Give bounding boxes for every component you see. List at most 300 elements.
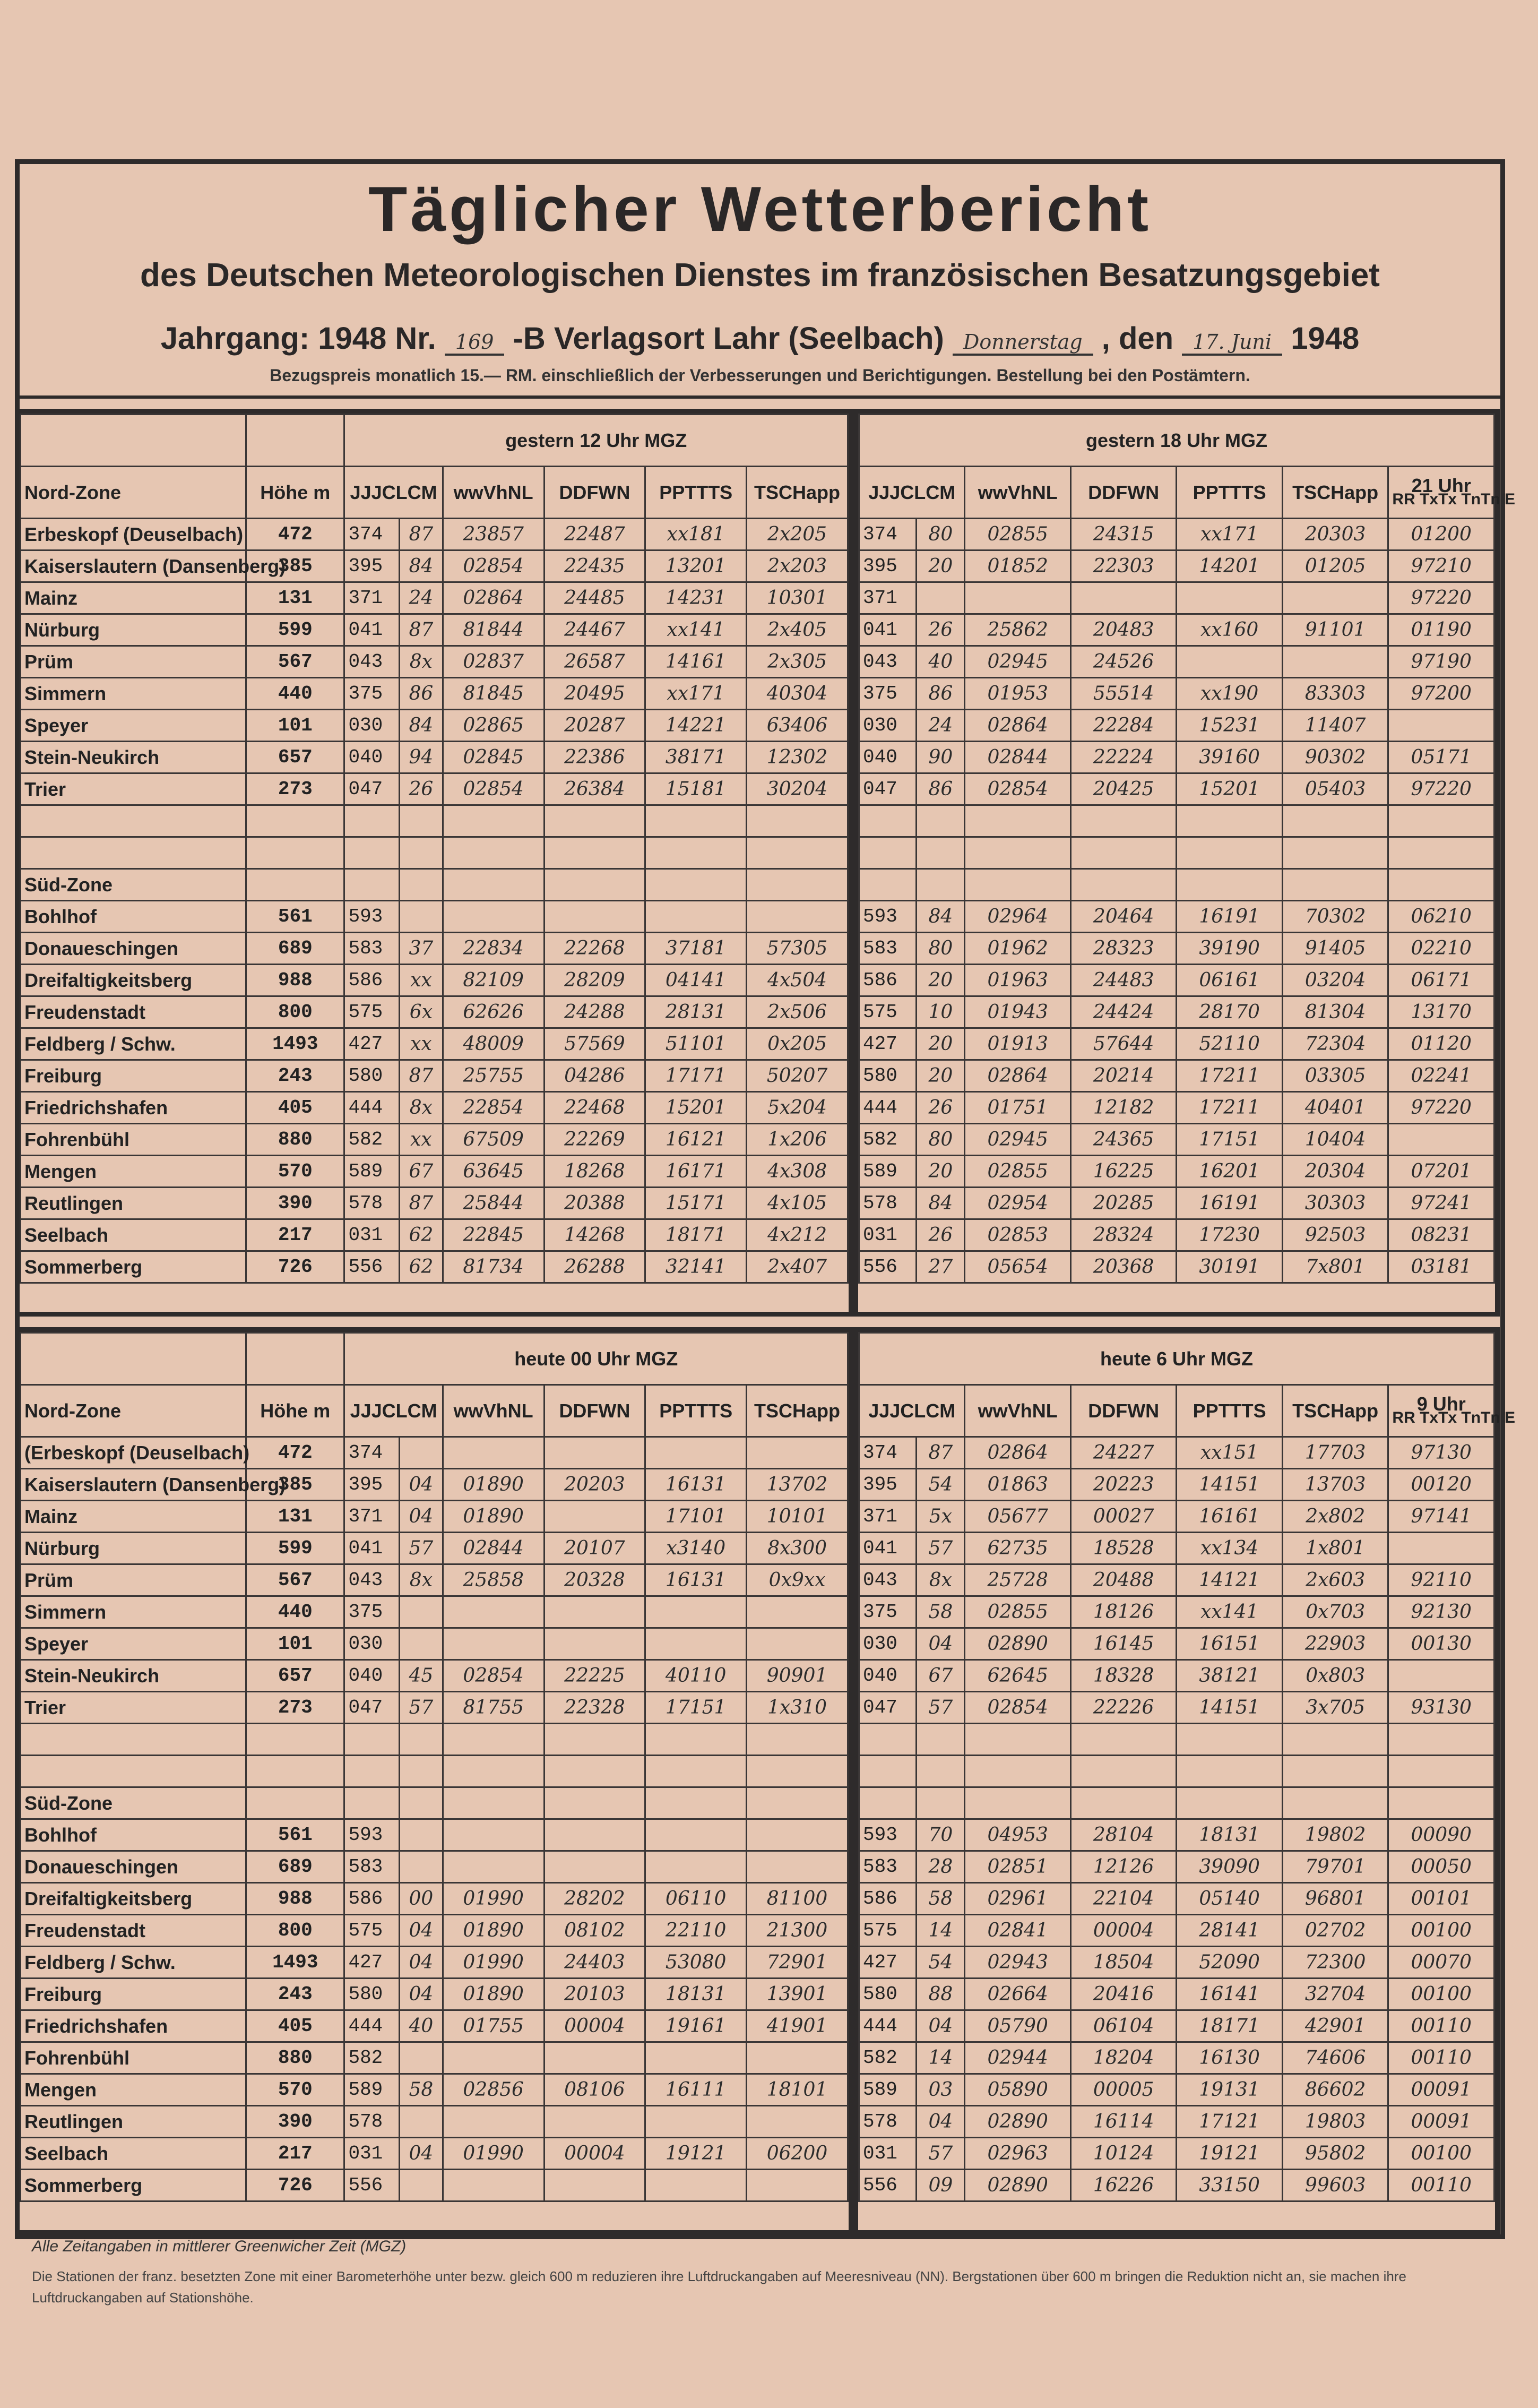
empty-cell [400, 1787, 443, 1819]
cell-value [544, 1501, 645, 1533]
table-row [21, 1469, 848, 1501]
cell-value: 20223 [1070, 1469, 1176, 1501]
table-row [859, 2106, 1494, 2138]
cell-value: 72304 [1282, 1028, 1388, 1060]
cell-jjj: 395 [344, 551, 400, 582]
empty-cell [645, 1756, 747, 1787]
cell-value: 01962 [965, 933, 1070, 965]
cell-clcm: 40 [400, 2010, 443, 2042]
cell-jjj: 444 [859, 2010, 917, 2042]
cell-clcm: 84 [917, 901, 965, 933]
cell-value [645, 2170, 747, 2201]
column-header: PPTTTS [645, 467, 747, 519]
cell-value: 22110 [645, 1915, 747, 1947]
cell-value: 19121 [645, 2138, 747, 2170]
empty-cell [21, 805, 246, 837]
empty-cell [917, 837, 965, 869]
cell-clcm [400, 2106, 443, 2138]
cell-value: 01890 [443, 1501, 544, 1533]
cell-clcm: 58 [917, 1883, 965, 1915]
cell-clcm: 10 [917, 996, 965, 1028]
cell-value: 41901 [747, 2010, 848, 2042]
cell-clcm: 87 [400, 1060, 443, 1092]
cell-clcm: 80 [917, 1124, 965, 1156]
cell-jjj: 575 [344, 996, 400, 1028]
cell-value: 22104 [1070, 1883, 1176, 1915]
empty-cell [1177, 805, 1282, 837]
station-height: 657 [246, 742, 344, 773]
cell-value: 97210 [1388, 551, 1494, 582]
cell-value: 14161 [645, 646, 747, 678]
cell-value: 26587 [544, 646, 645, 678]
column-header-hoehe: Höhe m [246, 467, 344, 519]
cell-value: 02944 [965, 2042, 1070, 2074]
cell-value: 18528 [1070, 1533, 1176, 1564]
empty-cell [859, 1756, 917, 1787]
station-name: Kaiserslautern (Dansenberg) [21, 1469, 246, 1501]
cell-value: 05403 [1282, 773, 1388, 805]
cell-clcm: 54 [917, 1947, 965, 1979]
cell-jjj: 047 [344, 1692, 400, 1724]
empty-cell [917, 869, 965, 901]
cell-value: 05140 [1177, 1883, 1282, 1915]
column-header: TSCHapp [747, 467, 848, 519]
empty-cell [443, 869, 544, 901]
cell-jjj: 395 [344, 1469, 400, 1501]
station-height: 988 [246, 965, 344, 996]
cell-jjj: 375 [344, 678, 400, 710]
cell-value: 25862 [965, 614, 1070, 646]
cell-value: 55514 [1070, 678, 1176, 710]
cell-value: 18131 [645, 1979, 747, 2010]
cell-value: 00110 [1388, 2010, 1494, 2042]
cell-value: 2x205 [747, 519, 848, 551]
cell-value: 18504 [1070, 1947, 1176, 1979]
table-row [859, 2042, 1494, 2074]
empty-cell [400, 1756, 443, 1787]
cell-value: 2x203 [747, 551, 848, 582]
table-row [21, 2170, 848, 2201]
empty-cell [965, 1756, 1070, 1787]
cell-value: 24526 [1070, 646, 1176, 678]
cell-value: 01890 [443, 1915, 544, 1947]
cell-value: 18171 [1177, 2010, 1282, 2042]
cell-value: 00100 [1388, 2138, 1494, 2170]
station-height: 131 [246, 582, 344, 614]
cell-jjj: 043 [344, 1564, 400, 1596]
cell-value: 02964 [965, 901, 1070, 933]
table-row [21, 933, 848, 965]
cell-value: 38171 [645, 742, 747, 773]
cell-value: 0x803 [1282, 1660, 1388, 1692]
cell-jjj: 427 [859, 1028, 917, 1060]
table-row [21, 678, 848, 710]
cell-value: 01953 [965, 678, 1070, 710]
cell-jjj: 031 [344, 2138, 400, 2170]
cell-jjj: 556 [859, 2170, 917, 2201]
table-row [21, 1915, 848, 1947]
cell-value: 17151 [1177, 1124, 1282, 1156]
cell-value: 19802 [1282, 1819, 1388, 1851]
station-name: Trier [21, 1692, 246, 1724]
empty-cell [1070, 869, 1176, 901]
cell-clcm: 20 [917, 1028, 965, 1060]
cell-value: 92130 [1388, 1596, 1494, 1628]
cell-jjj: 593 [859, 1819, 917, 1851]
cell-clcm: 04 [400, 1915, 443, 1947]
station-name: Donaueschingen [21, 933, 246, 965]
station-height: 1493 [246, 1028, 344, 1060]
cell-value: 00130 [1388, 1628, 1494, 1660]
station-name: Reutlingen [21, 2106, 246, 2138]
empty-cell [1388, 1787, 1494, 1819]
cell-value: 16131 [645, 1469, 747, 1501]
cell-clcm: 84 [400, 551, 443, 582]
cell-value: 14231 [645, 582, 747, 614]
cell-value: 93130 [1388, 1692, 1494, 1724]
station-height: 217 [246, 2138, 344, 2170]
cell-value: 67509 [443, 1124, 544, 1156]
issue-number: 169 [445, 330, 505, 356]
cell-value: 17211 [1177, 1060, 1282, 1092]
table-heute-00 [15, 1327, 853, 2235]
cell-jjj: 578 [859, 2106, 917, 2138]
cell-value: 52110 [1177, 1028, 1282, 1060]
empty-cell [1282, 837, 1388, 869]
table-row [21, 1819, 848, 1851]
table-row [859, 1469, 1494, 1501]
cell-value: 25858 [443, 1564, 544, 1596]
cell-value: 16141 [1177, 1979, 1282, 2010]
cell-value: 57569 [544, 1028, 645, 1060]
empty-cell [344, 869, 400, 901]
cell-value: 81844 [443, 614, 544, 646]
issue-line [15, 321, 1505, 356]
empty-cell [917, 1787, 965, 1819]
empty-cell [965, 869, 1070, 901]
cell-value: 05677 [965, 1501, 1070, 1533]
cell-clcm: 80 [917, 519, 965, 551]
cell-clcm: 62 [400, 1219, 443, 1251]
cell-value: 8x300 [747, 1533, 848, 1564]
cell-value: 1x206 [747, 1124, 848, 1156]
cell-value: 00050 [1388, 1851, 1494, 1883]
cell-value: 63645 [443, 1156, 544, 1188]
cell-value: 39160 [1177, 742, 1282, 773]
cell-clcm: 86 [400, 678, 443, 710]
table-row [21, 1156, 848, 1188]
cell-clcm: xx [400, 965, 443, 996]
station-height: 689 [246, 1851, 344, 1883]
table-row [859, 2170, 1494, 2201]
cell-value: 97220 [1388, 1092, 1494, 1124]
empty-cell [344, 1724, 400, 1756]
station-name: Freiburg [21, 1060, 246, 1092]
cell-value: 02854 [443, 551, 544, 582]
station-height: 390 [246, 1188, 344, 1219]
table-row [859, 646, 1494, 678]
cell-value: 74606 [1282, 2042, 1388, 2074]
cell-value: 22269 [544, 1124, 645, 1156]
cell-value: x3140 [645, 1533, 747, 1564]
cell-clcm [400, 1851, 443, 1883]
cell-value: xx171 [1177, 519, 1282, 551]
station-height: 243 [246, 1979, 344, 2010]
cell-value: 97141 [1388, 1501, 1494, 1533]
cell-value: 02854 [965, 773, 1070, 805]
table-row [859, 582, 1494, 614]
cell-value: 00004 [544, 2138, 645, 2170]
cell-value: 05171 [1388, 742, 1494, 773]
cell-clcm: 04 [917, 1628, 965, 1660]
table-row [21, 1060, 848, 1092]
cell-value [544, 901, 645, 933]
cell-value: 15231 [1177, 710, 1282, 742]
cell-clcm: 87 [400, 614, 443, 646]
station-name: Freudenstadt [21, 1915, 246, 1947]
cell-value: 16201 [1177, 1156, 1282, 1188]
cell-value: 00091 [1388, 2106, 1494, 2138]
station-name: Fohrenbühl [21, 2042, 246, 2074]
cell-value: 4x105 [747, 1188, 848, 1219]
cell-value [747, 901, 848, 933]
cell-clcm: 6x [400, 996, 443, 1028]
table-row [21, 1501, 848, 1533]
cell-jjj: 047 [859, 1692, 917, 1724]
empty-cell [544, 1756, 645, 1787]
station-name: Nürburg [21, 614, 246, 646]
column-header: TSCHapp [1282, 1385, 1388, 1437]
cell-clcm: 94 [400, 742, 443, 773]
table-heute-06 [853, 1327, 1516, 2235]
cell-value: 08102 [544, 1915, 645, 1947]
cell-value: 72300 [1282, 1947, 1388, 1979]
station-height: 570 [246, 2074, 344, 2106]
cell-value: 22226 [1070, 1692, 1176, 1724]
cell-value: 22386 [544, 742, 645, 773]
table-row [21, 901, 848, 933]
cell-value: 20495 [544, 678, 645, 710]
cell-value: 02864 [965, 1437, 1070, 1469]
cell-jjj: 583 [344, 933, 400, 965]
cell-jjj: 582 [859, 1124, 917, 1156]
cell-value: 96801 [1282, 1883, 1388, 1915]
cell-value: 92503 [1282, 1219, 1388, 1251]
cell-value: 02702 [1282, 1915, 1388, 1947]
cell-value: 17230 [1177, 1219, 1282, 1251]
cell-value [645, 1437, 747, 1469]
cell-value: 15171 [645, 1188, 747, 1219]
cell-value: 20425 [1070, 773, 1176, 805]
section-title: gestern 18 Uhr MGZ [859, 415, 1494, 467]
empty-cell [21, 1756, 246, 1787]
table-row [21, 1437, 848, 1469]
cell-value [645, 1628, 747, 1660]
empty-cell [1282, 1724, 1388, 1756]
cell-value: 37181 [645, 933, 747, 965]
empty-cell [400, 805, 443, 837]
empty-cell [747, 1787, 848, 1819]
station-height: 101 [246, 1628, 344, 1660]
cell-value: 81734 [443, 1251, 544, 1283]
cell-value: 02864 [965, 710, 1070, 742]
station-height: 657 [246, 1660, 344, 1692]
cell-clcm [400, 1628, 443, 1660]
cell-value: 02963 [965, 2138, 1070, 2170]
zone-label: Nord-Zone [21, 467, 246, 519]
cell-value: 79701 [1282, 1851, 1388, 1883]
cell-value [645, 901, 747, 933]
empty-cell [1388, 1756, 1494, 1787]
cell-value: xx171 [645, 678, 747, 710]
station-name: Simmern [21, 1596, 246, 1628]
cell-clcm [400, 2170, 443, 2201]
cell-value: 03204 [1282, 965, 1388, 996]
cell-clcm: 70 [917, 1819, 965, 1851]
cell-value: 12126 [1070, 1851, 1176, 1883]
table-row [859, 1596, 1494, 1628]
cell-jjj: 030 [344, 710, 400, 742]
cell-value: 18126 [1070, 1596, 1176, 1628]
cell-value [747, 2170, 848, 2201]
cell-jjj: 580 [344, 1060, 400, 1092]
cell-value: 81304 [1282, 996, 1388, 1028]
cell-value: 01890 [443, 1469, 544, 1501]
station-name: Mainz [21, 1501, 246, 1533]
cell-jjj: 578 [344, 2106, 400, 2138]
cell-value: 62735 [965, 1533, 1070, 1564]
cell-clcm [400, 1819, 443, 1851]
cell-clcm: 62 [400, 1251, 443, 1283]
cell-clcm: 20 [917, 551, 965, 582]
cell-clcm: 86 [917, 678, 965, 710]
report-title: Täglicher Wetterbericht [368, 174, 1152, 245]
cell-clcm: 90 [917, 742, 965, 773]
table-row [21, 2138, 848, 2170]
empty-cell [344, 805, 400, 837]
cell-jjj: 395 [859, 551, 917, 582]
station-name: Friedrichshafen [21, 1092, 246, 1124]
cell-value: 04953 [965, 1819, 1070, 1851]
cell-clcm: 57 [400, 1692, 443, 1724]
empty-cell [859, 837, 917, 869]
cell-value: 19161 [645, 2010, 747, 2042]
jahrgang-label: Jahrgang: 1948 Nr. [160, 321, 436, 356]
cell-value: 14221 [645, 710, 747, 742]
cell-value: 00110 [1388, 2170, 1494, 2201]
verlag-text: -B Verlagsort Lahr (Seelbach) [513, 321, 944, 356]
table-row [21, 996, 848, 1028]
cell-value: 16130 [1177, 2042, 1282, 2074]
table-row [21, 2074, 848, 2106]
empty-cell [747, 869, 848, 901]
cell-value: 02851 [965, 1851, 1070, 1883]
cell-value: 97200 [1388, 678, 1494, 710]
cell-value [544, 1437, 645, 1469]
cell-value: 02841 [965, 1915, 1070, 1947]
cell-value: 20483 [1070, 614, 1176, 646]
station-name: Trier [21, 773, 246, 805]
cell-value: 16226 [1070, 2170, 1176, 2201]
table-row [859, 1124, 1494, 1156]
table-row [21, 1851, 848, 1883]
cell-value [1177, 582, 1282, 614]
column-header: JJJCLCM [859, 1385, 965, 1437]
weekday: Donnerstag [953, 330, 1093, 356]
empty-cell [1388, 805, 1494, 837]
cell-value: 01890 [443, 1979, 544, 2010]
cell-jjj: 041 [859, 614, 917, 646]
cell-value: 14201 [1177, 551, 1282, 582]
cell-value: 2x407 [747, 1251, 848, 1283]
cell-value: 01943 [965, 996, 1070, 1028]
table-row [859, 551, 1494, 582]
empty-cell [859, 1724, 917, 1756]
table-row [21, 1628, 848, 1660]
station-height: 599 [246, 1533, 344, 1564]
empty-cell [1177, 869, 1282, 901]
cell-value: 16111 [645, 2074, 747, 2106]
column-header: wwVhNL [965, 467, 1070, 519]
cell-jjj: 371 [859, 1501, 917, 1533]
station-height: 472 [246, 519, 344, 551]
cell-value: 01120 [1388, 1028, 1494, 1060]
cell-value: 25728 [965, 1564, 1070, 1596]
station-name: Friedrichshafen [21, 2010, 246, 2042]
table-row [859, 1883, 1494, 1915]
empty-cell [544, 1787, 645, 1819]
empty-cell [1070, 805, 1176, 837]
station-height: 472 [246, 1437, 344, 1469]
zone-label: Nord-Zone [21, 1385, 246, 1437]
cell-value: 20285 [1070, 1188, 1176, 1219]
cell-value: 20287 [544, 710, 645, 742]
empty-cell [747, 837, 848, 869]
cell-value: 63406 [747, 710, 848, 742]
cell-jjj: 556 [344, 1251, 400, 1283]
cell-value: 05654 [965, 1251, 1070, 1283]
cell-value: 16151 [1177, 1628, 1282, 1660]
cell-jjj: 583 [859, 933, 917, 965]
table-gestern-12 [15, 409, 853, 1317]
cell-value: 03305 [1282, 1060, 1388, 1092]
cell-value: 02854 [965, 1692, 1070, 1724]
header-rule [15, 395, 1505, 399]
station-height: 385 [246, 1469, 344, 1501]
cell-value: 11407 [1282, 710, 1388, 742]
station-name: Bohlhof [21, 1819, 246, 1851]
cell-value [645, 2106, 747, 2138]
cell-value: 24424 [1070, 996, 1176, 1028]
cell-value: 4x504 [747, 965, 848, 996]
table-row [859, 678, 1494, 710]
cell-value: 06110 [645, 1883, 747, 1915]
cell-clcm: 87 [400, 519, 443, 551]
cell-value: 01852 [965, 551, 1070, 582]
column-header: wwVhNL [443, 1385, 544, 1437]
cell-value: 02241 [1388, 1060, 1494, 1092]
station-height: 988 [246, 1883, 344, 1915]
cell-value: 10124 [1070, 2138, 1176, 2170]
cell-clcm [400, 901, 443, 933]
empty-cell [859, 869, 917, 901]
station-height: 726 [246, 2170, 344, 2201]
table-grid [858, 1332, 1516, 2202]
cell-value: 02890 [965, 1628, 1070, 1660]
cell-value: 90901 [747, 1660, 848, 1692]
cell-value: xx141 [1177, 1596, 1282, 1628]
cell-value: 4x212 [747, 1219, 848, 1251]
